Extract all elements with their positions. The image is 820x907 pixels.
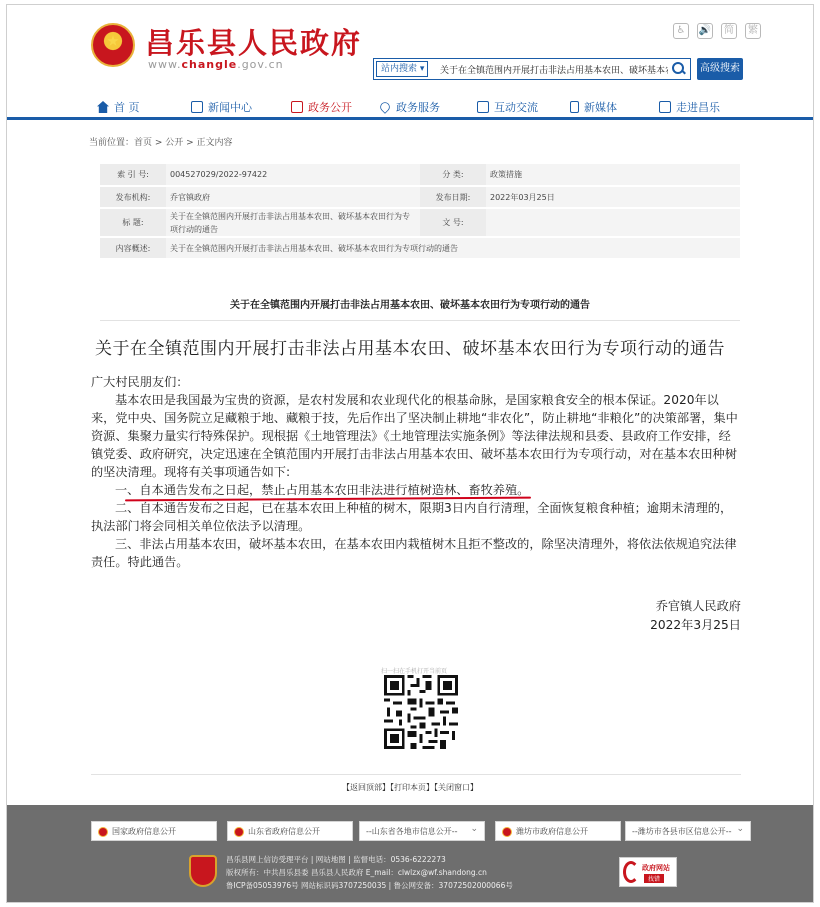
signature bbox=[650, 597, 741, 635]
highlighted-text: 自本通告发布之日起，禁止占用基本农田非法进行植树造林、畜牧养殖。 bbox=[139, 483, 530, 497]
national-info-link[interactable]: 国家政府信息公开 bbox=[91, 821, 217, 841]
emblem-icon bbox=[502, 827, 512, 837]
search-icon[interactable] bbox=[670, 61, 686, 77]
summary-value: 关于在全镇范围内开展打击非法占用基本农田、破坏基本农田行为专项行动的通告 bbox=[166, 237, 740, 259]
location-icon bbox=[659, 101, 671, 113]
nav-home[interactable]: 首 页 bbox=[97, 99, 140, 115]
accessibility-icon[interactable]: ♿ bbox=[673, 23, 689, 39]
nav-new-media[interactable]: 新媒体 bbox=[570, 99, 617, 115]
accessibility-tools bbox=[673, 23, 761, 39]
advanced-search-button[interactable]: 高级搜索 bbox=[697, 58, 743, 80]
open-gov-icon bbox=[291, 101, 303, 113]
site-header bbox=[7, 5, 813, 93]
breadcrumb[interactable]: 当前位置：首页 > 公开 > 正文内容 bbox=[89, 138, 233, 148]
weifang-counties-select[interactable]: --潍坊市各县市区信息公开-- ⌄ bbox=[625, 821, 751, 841]
nav-news[interactable]: 新闻中心 bbox=[191, 99, 252, 115]
org-label: 发布机构: bbox=[100, 186, 166, 208]
site-footer bbox=[7, 805, 813, 903]
heart-icon bbox=[378, 100, 392, 114]
info-table bbox=[100, 164, 740, 260]
search-scope-select[interactable]: 站内搜索 ▾ bbox=[376, 61, 428, 77]
summary-label: 内容概述: bbox=[100, 237, 166, 259]
search-input[interactable] bbox=[436, 59, 668, 79]
article-title: 关于在全镇范围内开展打击非法占用基本农田、破坏基本农田行为专项行动的通告 bbox=[95, 339, 725, 359]
sign-org: 乔官镇人民政府 bbox=[655, 599, 741, 613]
date-label: 发布日期: bbox=[420, 186, 486, 208]
article-body bbox=[91, 373, 741, 571]
divider bbox=[91, 774, 741, 775]
site-url: www.changle.gov.cn bbox=[148, 58, 284, 71]
search-bar bbox=[373, 58, 691, 80]
shandong-info-link[interactable]: 山东省政府信息公开 bbox=[227, 821, 353, 841]
national-emblem-icon bbox=[91, 23, 135, 67]
greeting: 广大村民朋友们： bbox=[91, 375, 189, 389]
category-value: 政策措施 bbox=[486, 164, 740, 186]
weifang-info-link[interactable]: 潍坊市政府信息公开 bbox=[495, 821, 621, 841]
party-emblem-icon bbox=[189, 855, 217, 887]
nav-services[interactable]: 政务服务 bbox=[379, 99, 440, 115]
footer-line-1[interactable]: 昌乐县网上信访受理平台 | 网站地图 | 监督电话：0536-6222273 bbox=[226, 855, 446, 864]
index-value: 004527029/2022-97422 bbox=[166, 164, 420, 186]
gov-site-error-badge[interactable]: 政府网站 找错 bbox=[619, 857, 677, 887]
simplified-chinese-icon[interactable]: 简 bbox=[721, 23, 737, 39]
site-name[interactable]: 昌乐县人民政府 bbox=[145, 26, 363, 60]
category-label: 分 类: bbox=[420, 164, 486, 186]
nav-interaction[interactable]: 互动交流 bbox=[477, 99, 538, 115]
chat-icon bbox=[477, 101, 489, 113]
org-value: 乔官镇政府 bbox=[166, 186, 420, 208]
paragraph-1: 基本农田是我国最为宝贵的资源，是农村发展和农业现代化的根基命脉，是国家粮食安全的根本保证。2020年以来，党中央、国务院立足藏粮于地、藏粮于技，先后作出了坚决制止耕地“非农化”，防止耕地“非粮化”的决策部署，集中资源、集聚力量实行特殊保护。现根据《土地管理法》《土地管理法实施条例》等法律法规和县委、县政府工作安排，经镇党委、政府研究，决定迅速在全镇范围内开展打击非法占用基本农田、破坏基本农田行为专项行动，对在基本农田种树的坚决清理。现将有关事项通告如下: bbox=[91, 393, 738, 479]
page-links[interactable]: 【返回顶部】【打印本页】【关闭窗口】 bbox=[342, 783, 478, 792]
page-frame bbox=[6, 4, 814, 903]
nav-open-gov[interactable]: 政务公开 bbox=[291, 99, 352, 115]
footer-line-3[interactable]: 鲁ICP备05053976号 网站标识码3707250035 | 鲁公网安备：37072502000066号 bbox=[226, 881, 513, 890]
traditional-chinese-icon[interactable]: 繁 bbox=[745, 23, 761, 39]
item-2: 二、自本通告发布之日起，已在基本农田上种植的树木，限期3日内自行清理，全面恢复粮食种植；逾期未清理的，执法部门将会同相关单位依法予以清理。 bbox=[91, 501, 733, 533]
home-icon bbox=[97, 101, 109, 113]
main-nav bbox=[7, 93, 813, 120]
news-icon bbox=[191, 101, 203, 113]
voice-reading-icon[interactable]: 🔊 bbox=[697, 23, 713, 39]
docno-label: 文 号: bbox=[420, 208, 486, 237]
article-subtitle: 关于在全镇范围内开展打击非法占用基本农田、破坏基本农田行为专项行动的通告 bbox=[230, 300, 590, 311]
title-label: 标 题: bbox=[100, 208, 166, 237]
phone-icon bbox=[570, 101, 579, 113]
badge-icon bbox=[623, 861, 639, 883]
title-value: 关于在全镇范围内开展打击非法占用基本农田、破坏基本农田行为专项行动的通告 bbox=[166, 208, 420, 237]
footer-info bbox=[226, 853, 513, 892]
qr-label: 扫一扫在手机打开当前页 bbox=[381, 668, 448, 675]
sign-date: 2022年3月25日 bbox=[650, 618, 741, 632]
item-1: 一、自本通告发布之日起，禁止占用基本农田非法进行植树造林、畜牧养殖。 bbox=[115, 483, 530, 497]
qr-code-icon bbox=[384, 675, 458, 749]
item-3: 三、非法占用基本农田，破坏基本农田，在基本农田内栽植树木且拒不整改的，除坚决清理外，将依法依规追究法律责任。特此通告。 bbox=[91, 537, 737, 569]
emblem-icon bbox=[234, 827, 244, 837]
docno-value bbox=[486, 208, 740, 237]
date-value: 2022年03月25日 bbox=[486, 186, 740, 208]
divider bbox=[100, 320, 740, 321]
emblem-icon bbox=[98, 827, 108, 837]
index-label: 索 引 号: bbox=[100, 164, 166, 186]
shandong-cities-select[interactable]: --山东省各地市信息公开-- ⌄ bbox=[359, 821, 485, 841]
footer-line-2: 版权所有：中共昌乐县委 昌乐县人民政府 E_mail：clwlzx@wf.shandong.cn bbox=[226, 868, 487, 877]
nav-about[interactable]: 走进昌乐 bbox=[659, 99, 720, 115]
